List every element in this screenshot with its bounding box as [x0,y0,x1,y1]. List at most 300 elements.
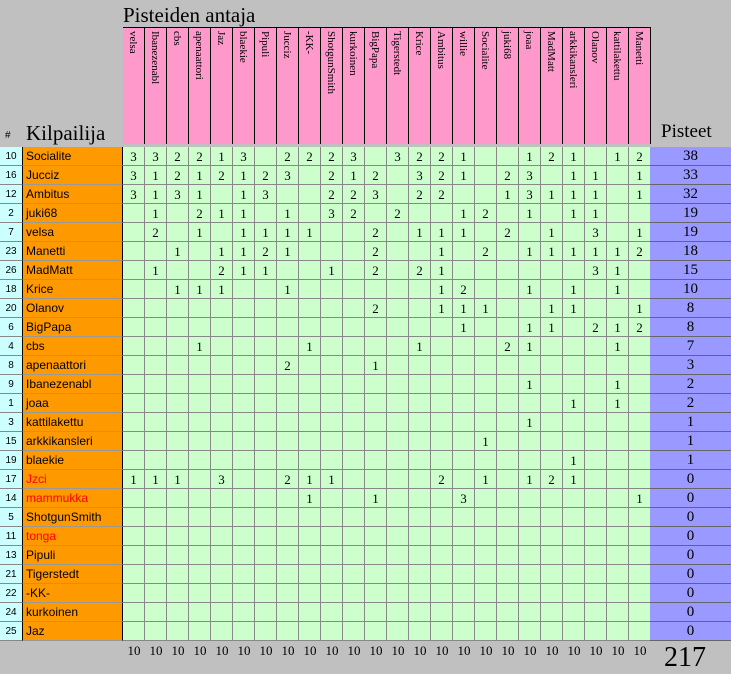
score-cell[interactable]: 1 [409,223,431,242]
score-cell[interactable]: 2 [365,261,387,280]
score-cell[interactable] [321,242,343,261]
score-cell[interactable] [255,413,277,432]
score-cell[interactable] [321,356,343,375]
score-cell[interactable] [519,299,541,318]
score-cell[interactable] [123,489,145,508]
score-cell[interactable] [365,470,387,489]
score-cell[interactable]: 1 [431,261,453,280]
score-cell[interactable]: 1 [233,166,255,185]
score-cell[interactable] [453,261,475,280]
score-cell[interactable]: 2 [255,242,277,261]
score-cell[interactable]: 2 [431,147,453,166]
score-cell[interactable] [299,375,321,394]
score-cell[interactable] [475,508,497,527]
score-cell[interactable] [277,508,299,527]
row-number[interactable]: 11 [0,527,23,546]
score-cell[interactable] [563,584,585,603]
score-cell[interactable]: 1 [563,299,585,318]
score-cell[interactable] [453,546,475,565]
score-cell[interactable] [189,375,211,394]
score-cell[interactable]: 1 [519,204,541,223]
score-cell[interactable] [365,375,387,394]
score-cell[interactable] [189,489,211,508]
score-cell[interactable] [145,394,167,413]
score-cell[interactable] [233,527,255,546]
score-cell[interactable] [497,204,519,223]
score-cell[interactable] [189,318,211,337]
score-cell[interactable] [211,394,233,413]
score-cell[interactable]: 1 [145,166,167,185]
score-cell[interactable]: 1 [541,185,563,204]
score-cell[interactable] [365,280,387,299]
score-cell[interactable] [409,356,431,375]
points-total[interactable]: 1 [650,432,731,451]
score-cell[interactable]: 1 [475,470,497,489]
score-cell[interactable] [519,356,541,375]
row-number[interactable]: 26 [0,261,23,280]
score-cell[interactable] [585,622,607,641]
score-cell[interactable] [343,489,365,508]
score-cell[interactable] [321,432,343,451]
score-cell[interactable] [145,508,167,527]
giver-header-15[interactable] [453,27,475,144]
score-cell[interactable] [475,185,497,204]
score-cell[interactable] [189,356,211,375]
score-cell[interactable] [145,413,167,432]
competitor-name[interactable]: kattilakettu [23,413,123,432]
score-cell[interactable]: 1 [519,337,541,356]
score-cell[interactable]: 2 [585,318,607,337]
score-cell[interactable]: 1 [607,337,629,356]
score-cell[interactable] [607,413,629,432]
score-cell[interactable] [541,280,563,299]
score-cell[interactable] [607,299,629,318]
score-cell[interactable]: 1 [585,242,607,261]
score-cell[interactable]: 1 [453,318,475,337]
score-cell[interactable] [629,356,651,375]
score-cell[interactable] [211,546,233,565]
score-cell[interactable] [585,375,607,394]
score-cell[interactable] [233,280,255,299]
score-cell[interactable] [189,413,211,432]
score-cell[interactable] [299,394,321,413]
score-cell[interactable] [629,451,651,470]
score-cell[interactable] [299,432,321,451]
score-cell[interactable] [497,622,519,641]
score-cell[interactable]: 3 [409,166,431,185]
score-cell[interactable] [519,489,541,508]
score-cell[interactable]: 1 [563,185,585,204]
score-cell[interactable]: 3 [255,185,277,204]
score-cell[interactable] [255,318,277,337]
score-cell[interactable] [299,451,321,470]
score-cell[interactable] [431,527,453,546]
score-cell[interactable] [453,508,475,527]
score-cell[interactable] [497,527,519,546]
score-cell[interactable] [431,565,453,584]
score-cell[interactable] [409,413,431,432]
score-cell[interactable]: 1 [211,242,233,261]
score-cell[interactable] [299,603,321,622]
score-cell[interactable] [233,622,255,641]
points-total[interactable]: 33 [650,166,731,185]
row-number[interactable]: 6 [0,318,23,337]
score-cell[interactable] [519,622,541,641]
score-cell[interactable] [541,261,563,280]
score-cell[interactable]: 1 [607,375,629,394]
score-cell[interactable] [233,318,255,337]
score-cell[interactable] [211,565,233,584]
score-cell[interactable] [541,489,563,508]
score-cell[interactable] [519,432,541,451]
score-cell[interactable]: 1 [453,204,475,223]
score-cell[interactable]: 1 [519,470,541,489]
giver-header-1[interactable] [145,27,167,144]
score-cell[interactable] [475,603,497,622]
score-cell[interactable] [365,603,387,622]
score-cell[interactable] [409,375,431,394]
score-cell[interactable]: 2 [343,204,365,223]
score-cell[interactable] [431,375,453,394]
score-cell[interactable] [497,603,519,622]
score-cell[interactable] [519,508,541,527]
score-cell[interactable] [563,565,585,584]
points-total[interactable]: 10 [650,280,731,299]
score-cell[interactable] [453,527,475,546]
score-cell[interactable] [167,603,189,622]
score-cell[interactable] [343,299,365,318]
score-cell[interactable] [475,527,497,546]
score-cell[interactable]: 2 [343,185,365,204]
score-cell[interactable] [585,584,607,603]
score-cell[interactable] [453,565,475,584]
score-cell[interactable] [409,280,431,299]
score-cell[interactable] [343,337,365,356]
score-cell[interactable] [255,432,277,451]
score-cell[interactable]: 1 [519,375,541,394]
score-cell[interactable] [475,489,497,508]
score-cell[interactable] [453,394,475,413]
score-cell[interactable] [475,337,497,356]
score-cell[interactable]: 2 [211,261,233,280]
score-cell[interactable] [167,622,189,641]
score-cell[interactable]: 1 [519,242,541,261]
score-cell[interactable] [343,318,365,337]
score-cell[interactable] [431,622,453,641]
score-cell[interactable] [343,223,365,242]
score-cell[interactable] [167,489,189,508]
giver-header-7[interactable] [277,27,299,144]
score-cell[interactable] [453,451,475,470]
score-cell[interactable] [497,318,519,337]
score-cell[interactable]: 2 [409,261,431,280]
score-cell[interactable] [167,337,189,356]
competitor-name[interactable]: blaekie [23,451,123,470]
score-cell[interactable] [145,299,167,318]
row-number[interactable]: 10 [0,147,23,166]
score-cell[interactable] [563,508,585,527]
score-cell[interactable] [123,280,145,299]
score-cell[interactable] [277,375,299,394]
competitor-name[interactable]: tonga [23,527,123,546]
score-cell[interactable] [497,508,519,527]
score-cell[interactable] [211,489,233,508]
score-cell[interactable] [607,432,629,451]
score-cell[interactable] [321,451,343,470]
score-cell[interactable] [607,451,629,470]
score-cell[interactable] [497,147,519,166]
score-cell[interactable] [541,375,563,394]
score-cell[interactable] [211,527,233,546]
score-cell[interactable]: 3 [211,470,233,489]
score-cell[interactable] [409,432,431,451]
score-cell[interactable] [255,451,277,470]
score-cell[interactable]: 2 [365,223,387,242]
score-cell[interactable] [233,489,255,508]
score-cell[interactable] [123,413,145,432]
score-cell[interactable] [629,204,651,223]
points-total[interactable]: 19 [650,223,731,242]
score-cell[interactable] [233,299,255,318]
score-cell[interactable]: 1 [629,299,651,318]
score-cell[interactable]: 3 [321,204,343,223]
score-cell[interactable] [233,356,255,375]
score-cell[interactable] [211,451,233,470]
score-cell[interactable] [189,508,211,527]
score-cell[interactable] [409,204,431,223]
competitor-name[interactable]: BigPapa [23,318,123,337]
score-cell[interactable]: 1 [145,470,167,489]
score-cell[interactable] [233,432,255,451]
score-cell[interactable] [497,299,519,318]
score-cell[interactable] [189,432,211,451]
score-cell[interactable] [497,242,519,261]
score-cell[interactable]: 3 [167,185,189,204]
score-cell[interactable]: 1 [189,337,211,356]
score-cell[interactable] [497,413,519,432]
score-cell[interactable] [431,432,453,451]
giver-header-2[interactable] [167,27,189,144]
score-cell[interactable] [431,204,453,223]
giver-header-3[interactable] [189,27,211,144]
competitor-name[interactable]: Jzci [23,470,123,489]
score-cell[interactable] [321,299,343,318]
score-cell[interactable] [255,375,277,394]
score-cell[interactable] [167,451,189,470]
points-total[interactable]: 7 [650,337,731,356]
score-cell[interactable] [189,603,211,622]
score-cell[interactable] [563,489,585,508]
score-cell[interactable] [607,527,629,546]
score-cell[interactable] [563,603,585,622]
score-cell[interactable] [475,318,497,337]
score-cell[interactable] [167,584,189,603]
score-cell[interactable] [629,565,651,584]
competitor-name[interactable]: Jaz [23,622,123,641]
score-cell[interactable] [585,337,607,356]
score-cell[interactable] [519,603,541,622]
row-number[interactable]: 12 [0,185,23,204]
score-cell[interactable] [145,432,167,451]
score-cell[interactable] [497,489,519,508]
points-total[interactable]: 0 [650,508,731,527]
score-cell[interactable]: 1 [607,318,629,337]
score-cell[interactable] [607,204,629,223]
score-cell[interactable]: 3 [123,147,145,166]
competitor-name[interactable]: arkkikansleri [23,432,123,451]
score-cell[interactable] [563,413,585,432]
score-cell[interactable]: 1 [453,147,475,166]
score-cell[interactable] [475,280,497,299]
score-cell[interactable] [211,223,233,242]
score-cell[interactable]: 3 [519,185,541,204]
score-cell[interactable] [497,261,519,280]
score-cell[interactable]: 1 [563,470,585,489]
score-cell[interactable]: 1 [343,166,365,185]
score-cell[interactable] [563,223,585,242]
score-cell[interactable] [123,565,145,584]
giver-header-18[interactable] [519,27,541,144]
score-cell[interactable] [497,451,519,470]
score-cell[interactable] [343,527,365,546]
score-cell[interactable] [321,394,343,413]
competitor-name[interactable]: Ambitus [23,185,123,204]
score-cell[interactable]: 1 [365,356,387,375]
score-cell[interactable] [343,508,365,527]
score-cell[interactable] [497,470,519,489]
score-cell[interactable] [321,546,343,565]
score-cell[interactable] [387,318,409,337]
score-cell[interactable] [541,603,563,622]
score-cell[interactable] [233,375,255,394]
score-cell[interactable] [167,299,189,318]
score-cell[interactable] [475,166,497,185]
score-cell[interactable]: 1 [431,299,453,318]
score-cell[interactable] [431,413,453,432]
score-cell[interactable] [585,394,607,413]
score-cell[interactable] [365,204,387,223]
score-cell[interactable] [211,508,233,527]
score-cell[interactable] [233,603,255,622]
score-cell[interactable] [409,508,431,527]
score-cell[interactable] [431,603,453,622]
score-cell[interactable]: 1 [607,261,629,280]
giver-header-10[interactable] [343,27,365,144]
score-cell[interactable]: 2 [167,166,189,185]
score-cell[interactable] [453,185,475,204]
score-cell[interactable]: 2 [497,337,519,356]
competitor-name[interactable]: mammukka [23,489,123,508]
points-total[interactable]: 0 [650,489,731,508]
score-cell[interactable] [365,432,387,451]
row-number[interactable]: 24 [0,603,23,622]
score-cell[interactable] [321,337,343,356]
score-cell[interactable]: 2 [365,242,387,261]
score-cell[interactable] [321,223,343,242]
score-cell[interactable]: 3 [343,147,365,166]
score-cell[interactable] [541,413,563,432]
giver-header-8[interactable] [299,27,321,144]
score-cell[interactable] [387,413,409,432]
score-cell[interactable] [431,318,453,337]
score-cell[interactable]: 1 [189,280,211,299]
score-cell[interactable]: 2 [431,185,453,204]
score-cell[interactable] [145,318,167,337]
score-cell[interactable] [321,603,343,622]
points-total[interactable]: 0 [650,603,731,622]
score-cell[interactable]: 2 [167,147,189,166]
score-cell[interactable] [123,584,145,603]
score-cell[interactable]: 1 [629,223,651,242]
score-cell[interactable] [607,489,629,508]
score-cell[interactable] [277,489,299,508]
score-cell[interactable] [409,318,431,337]
score-cell[interactable] [321,508,343,527]
score-cell[interactable] [585,470,607,489]
score-cell[interactable]: 2 [365,299,387,318]
score-cell[interactable]: 1 [519,318,541,337]
score-cell[interactable] [497,280,519,299]
score-cell[interactable] [387,337,409,356]
score-cell[interactable] [321,622,343,641]
competitor-name[interactable]: ShotgunSmith [23,508,123,527]
score-cell[interactable] [541,337,563,356]
score-cell[interactable] [387,166,409,185]
score-cell[interactable] [497,432,519,451]
score-cell[interactable]: 1 [211,147,233,166]
score-cell[interactable]: 1 [607,147,629,166]
score-cell[interactable]: 1 [167,242,189,261]
score-cell[interactable] [629,508,651,527]
score-cell[interactable] [365,413,387,432]
score-cell[interactable] [277,565,299,584]
score-cell[interactable] [255,603,277,622]
score-cell[interactable] [211,185,233,204]
score-cell[interactable] [475,413,497,432]
score-cell[interactable] [167,261,189,280]
score-cell[interactable]: 1 [321,470,343,489]
score-cell[interactable] [365,527,387,546]
score-cell[interactable] [277,337,299,356]
score-cell[interactable] [519,565,541,584]
points-total[interactable]: 1 [650,413,731,432]
score-cell[interactable] [387,375,409,394]
score-cell[interactable] [255,565,277,584]
giver-header-6[interactable] [255,27,277,144]
score-cell[interactable] [277,413,299,432]
score-cell[interactable] [607,223,629,242]
score-cell[interactable]: 2 [299,147,321,166]
score-cell[interactable] [343,584,365,603]
points-total[interactable]: 19 [650,204,731,223]
score-cell[interactable] [123,337,145,356]
score-cell[interactable] [233,565,255,584]
score-cell[interactable] [629,470,651,489]
score-cell[interactable] [299,527,321,546]
score-cell[interactable] [629,584,651,603]
row-number[interactable]: 21 [0,565,23,584]
score-cell[interactable]: 1 [541,242,563,261]
score-cell[interactable]: 2 [387,204,409,223]
score-cell[interactable] [299,242,321,261]
score-cell[interactable] [299,565,321,584]
score-cell[interactable] [519,527,541,546]
score-cell[interactable]: 1 [233,204,255,223]
score-cell[interactable] [233,546,255,565]
score-cell[interactable]: 2 [409,185,431,204]
score-cell[interactable] [123,261,145,280]
score-cell[interactable] [321,413,343,432]
